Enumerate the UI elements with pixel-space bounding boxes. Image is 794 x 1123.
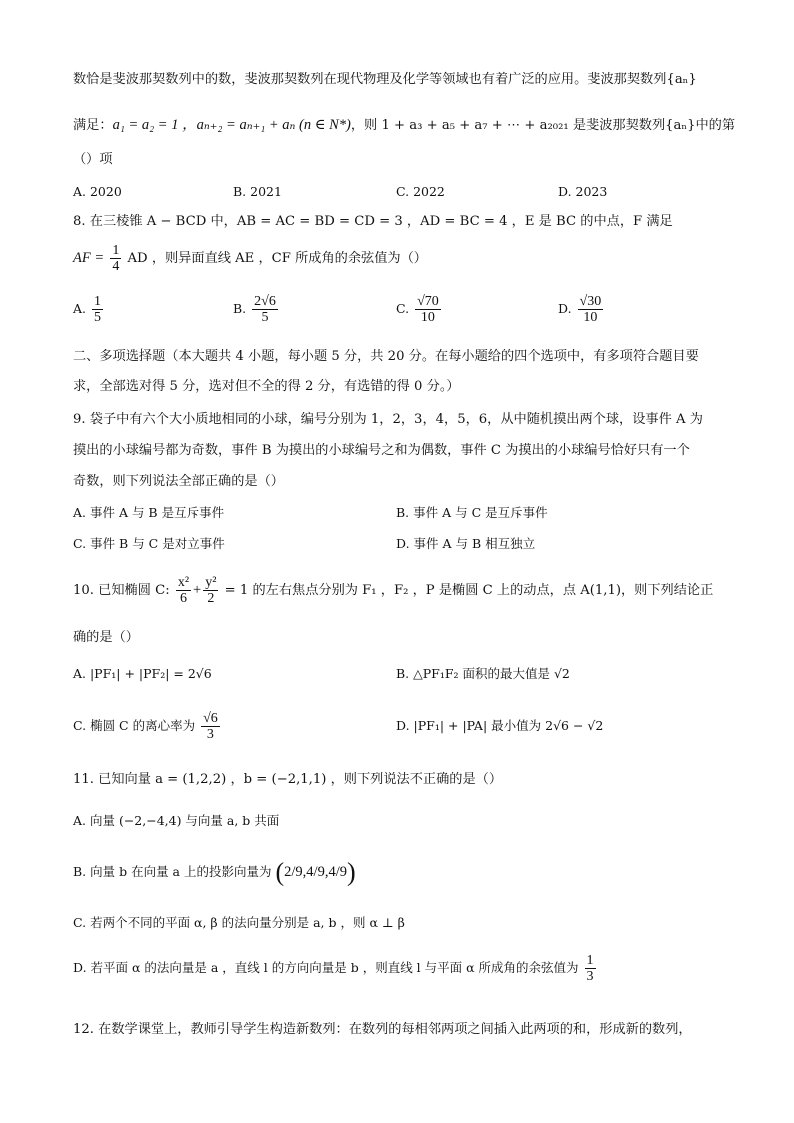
- section2-heading-line1: 二、多项选择题（本大题共 4 小题，每小题 5 分，共 20 分。在每小题给的四个选项中，有多项符合题目要: [73, 349, 699, 364]
- q11-option-b[interactable]: [73, 852, 356, 893]
- q7-stem-line2: [73, 115, 735, 136]
- section2-heading-line2: 求，全部选对得 5 分，选对但不全的得 2 分，有选错的得 0 分。）: [73, 379, 460, 394]
- q8-option-a[interactable]: [73, 292, 105, 326]
- q7-stem-line2-post: ，则 1 + a₃ + a₅ + a₇ + ⋯ + a₂₀₂₁ 是斐波那契数列{aₙ}中的第: [350, 118, 736, 133]
- q10-frac-y: [203, 575, 218, 606]
- q8-vector-af: AF =: [73, 250, 105, 266]
- q11-vec-comma1: ,: [302, 864, 307, 880]
- q8-option-c-frac: [415, 294, 441, 325]
- q8-option-d-den: 10: [583, 310, 598, 325]
- q11-vec-comma2: ,: [324, 864, 329, 880]
- q7-option-d[interactable]: D. 2023: [558, 184, 608, 199]
- q8-option-d[interactable]: [558, 292, 605, 326]
- q11-option-a[interactable]: A. 向量 (−2,−4,4) 与向量 a, b 共面: [73, 813, 280, 828]
- q11-option-c[interactable]: C. 若两个不同的平面 α, β 的法向量分别是 a, b ，则 α ⊥ β: [73, 915, 405, 930]
- q10-stem-post: = 1 的左右焦点分别为 F₁ ，F₂ ，P 是椭圆 C 上的动点，点 A(1,1)，则下列结论正: [224, 583, 714, 598]
- q10-stem-line2: 确的是（）: [73, 630, 139, 645]
- q10-frac-x-num: x²: [177, 575, 190, 590]
- q11-option-d-text: D. 若平面 α 的法向量是 a ，直线 l 的方向向量是 b ，则直线 l 与平面 α 所成角的余弦值为: [73, 960, 579, 975]
- q7-option-b[interactable]: B. 2021: [233, 184, 282, 199]
- q8-option-c-label: C.: [396, 301, 410, 316]
- q8-option-b-frac: [252, 294, 278, 325]
- q10-option-b[interactable]: B. △PF₁F₂ 面积的最大值是 √2: [396, 666, 570, 681]
- q11-paren-close: ): [346, 857, 356, 887]
- q8-fraction-num: 1: [112, 243, 120, 258]
- q10-option-c-frac: [201, 711, 220, 742]
- q11-vec-c3: 4/9: [328, 864, 347, 880]
- q9-stem-line2: 摸出的小球编号都为奇数，事件 B 为摸出的小球编号之和为偶数，事件 C 为摸出的小球编号恰好只有一个: [73, 443, 690, 458]
- q10-option-d[interactable]: D. |PF₁| + |PA| 最小值为 2√6 − √2: [396, 718, 604, 733]
- q8-option-d-num: √30: [579, 294, 602, 309]
- q8-option-c-den: 10: [420, 310, 435, 325]
- q7-recurrence: a₁ = a₂ = 1 ，aₙ₊₂ = aₙ₊₁ + aₙ (n ∈ N*): [112, 117, 351, 133]
- q10-stem-line1: [73, 572, 713, 608]
- q8-stem-line1: 8. 在三棱锥 A − BCD 中，AB = AC = BD = CD = 3 ，AD = BC = 4 ，E 是 BC 的中点，F 满足: [73, 214, 673, 229]
- q7-option-c[interactable]: C. 2022: [396, 184, 445, 199]
- q9-stem-line3: 奇数，则下列说法全部正确的是（）: [73, 474, 284, 489]
- q8-option-c[interactable]: [396, 292, 443, 326]
- q8-option-a-num: 1: [94, 294, 101, 309]
- q9-option-c[interactable]: C. 事件 B 与 C 是对立事件: [73, 536, 225, 551]
- q12-stem: 12. 在数学课堂上，教师引导学生构造新数列：在数列的每相邻两项之间插入此两项的和，形成新的数列，: [73, 1022, 692, 1037]
- q11-paren-open: (: [275, 857, 285, 887]
- q7-option-a[interactable]: A. 2020: [73, 184, 122, 199]
- q8-fraction: [110, 243, 121, 274]
- q11-vec-c1: 2/9: [284, 864, 303, 880]
- q9-option-a[interactable]: A. 事件 A 与 B 是互斥事件: [73, 505, 225, 520]
- q7-stem-line1: 数恰是斐波那契数列中的数，斐波那契数列在现代物理及化学等领域也有着广泛的应用。斐波那契数列{aₙ}: [73, 72, 697, 87]
- q8-option-b-label: B.: [233, 301, 247, 316]
- q8-option-b-num: 2√6: [254, 294, 276, 309]
- q10-option-c-den: 3: [206, 727, 214, 742]
- q10-option-c[interactable]: [73, 706, 222, 746]
- q10-plus: +: [193, 582, 202, 598]
- q11-option-d[interactable]: [73, 948, 598, 988]
- q7-stem-line2-pre: 满足：: [73, 118, 113, 133]
- q8-option-b[interactable]: [233, 292, 280, 326]
- q10-option-a[interactable]: A. |PF₁| + |PF₂| = 2√6: [73, 666, 212, 681]
- q8-stem-line2-post: AD ，则异面直线 AE ，CF 所成角的余弦值为（）: [127, 251, 427, 266]
- q9-option-d[interactable]: D. 事件 A 与 B 相互独立: [396, 536, 536, 551]
- q10-frac-x-den: 6: [179, 591, 187, 606]
- q8-option-a-den: 5: [94, 310, 101, 325]
- q8-option-a-frac: [92, 294, 103, 325]
- q10-frac-y-num: y²: [205, 575, 217, 590]
- q8-stem-line2: [73, 240, 427, 276]
- q7-stem-line3: （）项: [73, 152, 113, 167]
- q10-frac-y-den: 2: [207, 591, 215, 606]
- q11-option-d-frac: [585, 953, 596, 984]
- q9-option-b[interactable]: B. 事件 A 与 C 是互斥事件: [396, 505, 548, 520]
- q8-option-d-frac: [578, 294, 604, 325]
- q10-option-c-text: C. 椭圆 C 的离心率为: [73, 718, 196, 733]
- q11-option-d-num: 1: [586, 953, 594, 968]
- q8-option-a-label: A.: [73, 301, 87, 316]
- q9-stem-line1: 9. 袋子中有六个大小质地相同的小球，编号分别为 1，2，3，4，5，6，从中随机摸出两个球，设事件 A 为: [73, 412, 703, 427]
- q8-option-d-label: D.: [558, 301, 572, 316]
- q10-option-c-num: √6: [203, 711, 218, 726]
- q8-option-c-num: √70: [417, 294, 439, 309]
- q11-vec-c2: 4/9: [306, 864, 325, 880]
- q11-option-b-text: B. 向量 b 在向量 a 上的投影向量为: [73, 864, 272, 879]
- q10-frac-x: [176, 575, 191, 606]
- q8-option-b-den: 5: [261, 310, 269, 325]
- q11-stem: 11. 已知向量 a = (1,2,2) ，b = (−2,1,1) ，则下列说法不正确的是（）: [73, 772, 503, 787]
- q11-option-d-den: 3: [586, 969, 594, 984]
- q8-fraction-den: 4: [112, 259, 120, 274]
- q10-stem-pre: 10. 已知椭圆 C:: [73, 583, 170, 598]
